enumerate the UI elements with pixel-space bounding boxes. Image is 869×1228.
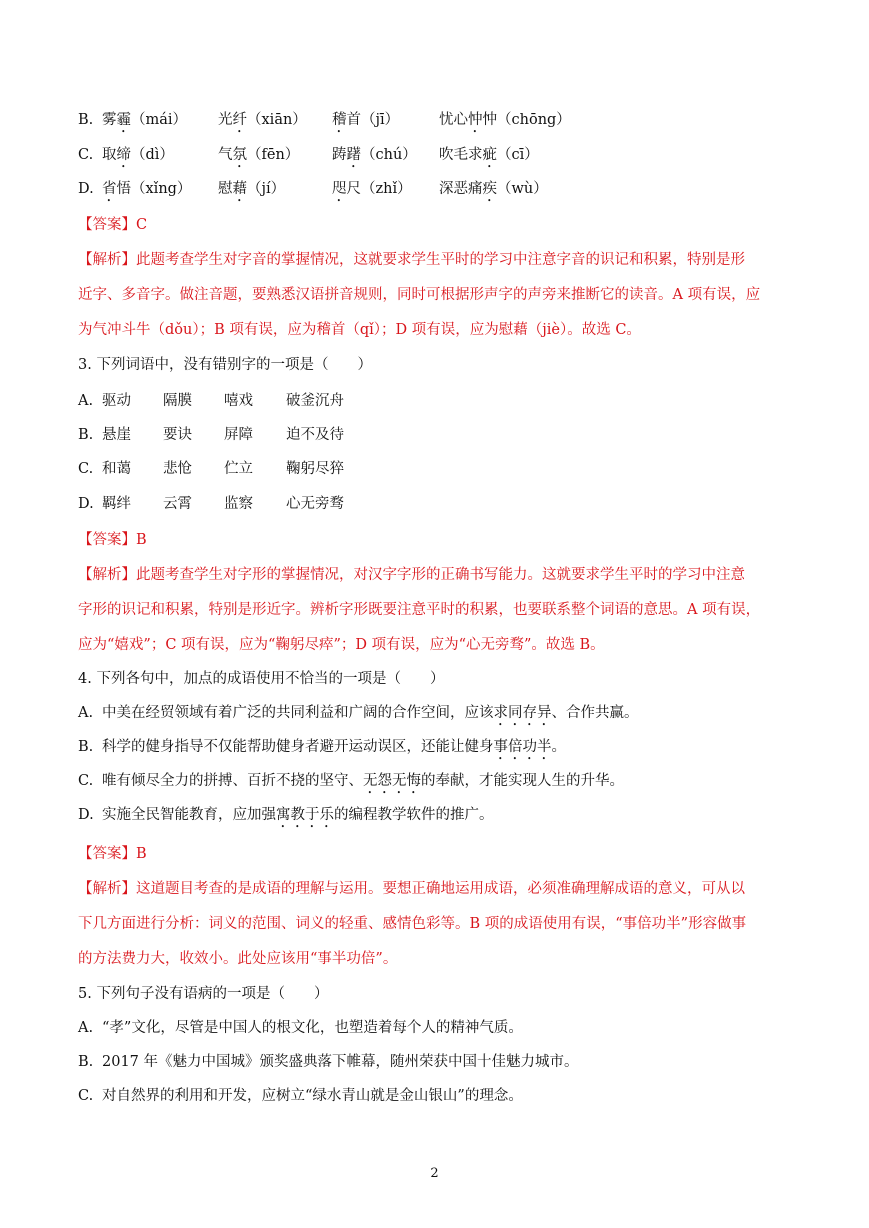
answer-value: B — [136, 846, 147, 862]
dotted-idiom: 无怨无悔 — [363, 773, 421, 789]
option-label: B. — [78, 112, 94, 128]
option-label: A. — [78, 393, 94, 409]
option-item: 咫尺（zhǐ） — [332, 181, 412, 197]
option-item: 省悟（xǐng） — [102, 181, 192, 197]
option-word: 云霄 — [163, 496, 192, 512]
option-item: 踌躇（chú） — [332, 147, 417, 163]
option-item: 稽首（jī） — [332, 112, 400, 128]
answer-value: B — [136, 532, 147, 548]
option-label: A. — [78, 705, 94, 721]
option-word: 和蔼 — [102, 461, 131, 477]
option-text: 中美在经贸领域有着广泛的共同利益和广阔的合作空间，应该求同存异、合作共赢。 — [102, 705, 639, 721]
option-word: 迫不及待 — [286, 427, 344, 443]
option-label: C. — [78, 147, 94, 163]
option-word: 监察 — [224, 496, 253, 512]
dotted-idiom: 事倍功半 — [493, 739, 552, 755]
q3-explanation-line-1: 【解析】此题考查学生对字形的掌握情况，对汉字字形的正确书写能力。这就要求学生平时的学习中注意 — [78, 567, 745, 583]
answer-value: C — [136, 217, 148, 233]
option-word: 心无旁骛 — [286, 496, 344, 512]
explanation-tag: 【解析】 — [78, 881, 136, 897]
option-label: D. — [78, 181, 94, 197]
q2-explanation-line-2: 近字、多音字。做注音题，要熟悉汉语拼音规则，同时可根据形声字的声旁来推断它的读音。A 项有误，应 — [78, 287, 761, 303]
q3-explanation-line-2: 字形的识记和积累，特别是形近字。辨析字形既要注意平时的积累，也要联系整个词语的意思。A 项有误， — [78, 602, 761, 618]
option-word: 鞠躬尽猝 — [286, 461, 344, 477]
option-item: 光纤（xiān） — [218, 112, 307, 128]
q3-explanation-line-3: 应为“嬉戏”；C 项有误，应为“鞠躬尽瘁”；D 项有误，应为“心无旁骛”。故选 B。 — [78, 637, 605, 653]
option-item: 雾霾（mái） — [102, 112, 188, 128]
option-text: 科学的健身指导不仅能帮助健身者避开运动误区，还能让健身事倍功半。 — [102, 739, 566, 755]
option-label: C. — [78, 1088, 94, 1104]
option-text: 2017 年《魅力中国城》颁奖盛典落下帷幕，随州荣获中国十佳魅力城市。 — [102, 1054, 579, 1070]
option-label: C. — [78, 461, 94, 477]
q5-stem: 5. 下列句子没有语病的一项是（ ） — [78, 986, 329, 1002]
option-word: 破釜沉舟 — [286, 393, 344, 409]
option-text: 对自然界的利用和开发，应树立“绿水青山就是金山银山”的理念。 — [102, 1088, 523, 1104]
option-text: 唯有倾尽全力的拼搏、百折不挠的坚守、无怨无悔的奉献，才能实现人生的升华。 — [102, 773, 624, 789]
option-label: D. — [78, 496, 94, 512]
answer-tag: 【答案】 — [78, 217, 136, 233]
dotted-idiom: 求同存异 — [493, 705, 552, 721]
option-item: 吹毛求疵（cī） — [439, 147, 539, 163]
q4-explanation-line-2: 下几方面进行分析：词义的范围、词义的轻重、感情色彩等。B 项的成语使用有误，“事倍功半”形容做事 — [78, 916, 747, 932]
option-word: 嘻戏 — [224, 393, 253, 409]
option-word: 隔膜 — [163, 393, 192, 409]
explanation-tag: 【解析】 — [78, 252, 136, 268]
option-word: 悲怆 — [163, 461, 192, 477]
option-word: 悬崖 — [102, 427, 131, 443]
dotted-idiom: 寓教于乐 — [276, 807, 334, 823]
option-word: 驱动 — [102, 393, 131, 409]
answer-tag: 【答案】 — [78, 532, 136, 548]
page-number: 2 — [430, 1166, 439, 1181]
q2-explanation-line-3: 为气冲斗牛（dǒu）；B 项有误，应为稽首（qǐ）；D 项有误，应为慰藉（jiè）。故选 C。 — [78, 322, 641, 338]
option-label: C. — [78, 773, 94, 789]
q4-explanation-line-1: 【解析】这道题目考查的是成语的理解与运用。要想正确地运用成语，必须准确理解成语的意义，可从以 — [78, 881, 745, 897]
q3-answer — [78, 530, 147, 550]
option-word: 羁绊 — [102, 496, 131, 512]
q2-explanation-line-1: 【解析】此题考查学生对字音的掌握情况，这就要求学生平时的学习中注意字音的识记和积累，特别是形 — [78, 252, 745, 268]
option-label: B. — [78, 427, 94, 443]
option-label: B. — [78, 739, 94, 755]
option-text: 实施全民智能教育，应加强寓教于乐的编程教学软件的推广。 — [102, 807, 494, 823]
q2-answer — [78, 215, 147, 235]
option-label: D. — [78, 807, 94, 823]
option-item: 气氛（fēn） — [218, 147, 300, 163]
q3-stem: 3. 下列词语中，没有错别字的一项是（ ） — [78, 357, 372, 373]
option-item: 深恶痛疾（wù） — [439, 181, 548, 197]
option-item: 取缔（dì） — [102, 147, 174, 163]
option-label: A. — [78, 1020, 94, 1036]
q4-explanation-line-3: 的方法费力大，收效小。此处应该用“事半功倍”。 — [78, 951, 398, 967]
option-label: B. — [78, 1054, 94, 1070]
answer-tag: 【答案】 — [78, 846, 136, 862]
option-item: 忧心忡忡（chōng） — [439, 112, 571, 128]
q4-stem: 4. 下列各句中，加点的成语使用不恰当的一项是（ ） — [78, 671, 445, 687]
option-item: 慰藉（jí） — [218, 181, 286, 197]
option-word: 要诀 — [163, 427, 192, 443]
option-text: “孝”文化，尽管是中国人的根文化，也塑造着每个人的精神气质。 — [102, 1020, 523, 1036]
explanation-tag: 【解析】 — [78, 567, 136, 583]
option-word: 屏障 — [224, 427, 253, 443]
q4-answer — [78, 844, 147, 864]
option-word: 伫立 — [224, 461, 253, 477]
